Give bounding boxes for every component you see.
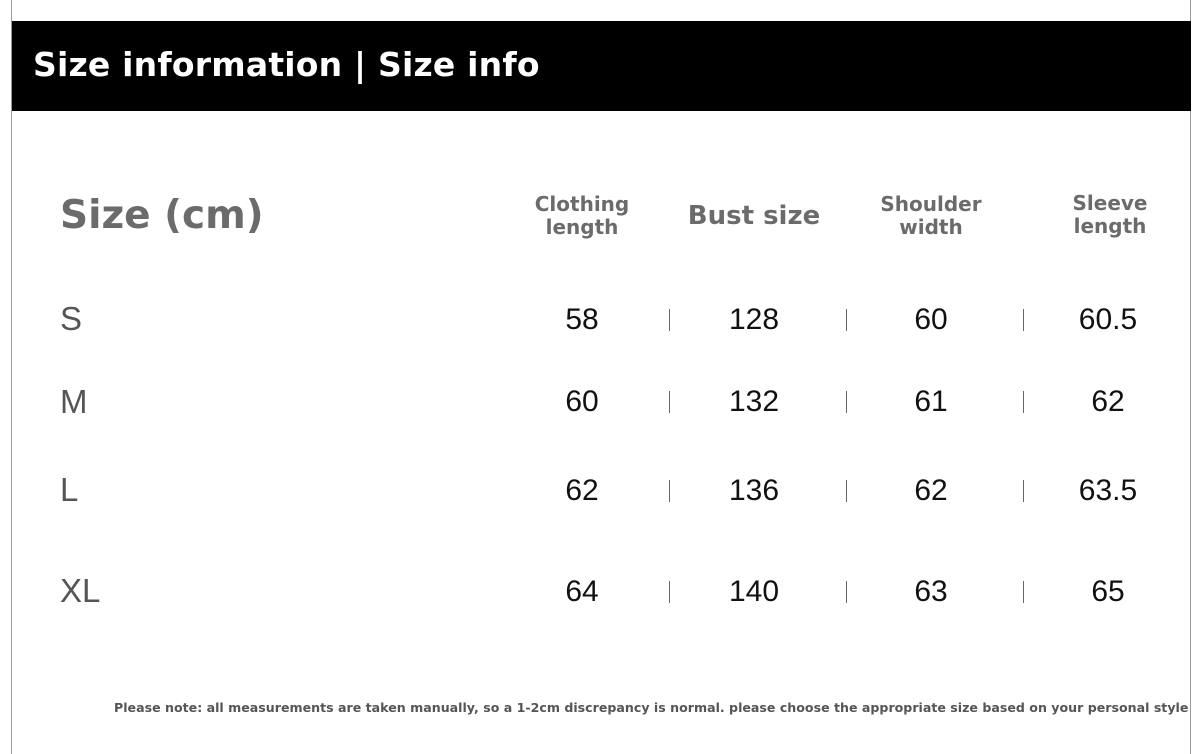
page-frame <box>11 0 1191 754</box>
column-header-bust-size: Bust size <box>687 201 821 231</box>
table-cell: 58 <box>565 303 599 336</box>
column-header-shoulder-width: Shoulder width <box>880 192 982 239</box>
header-title: Size information | Size info <box>33 45 540 84</box>
table-cell: 62 <box>1091 385 1125 418</box>
table-cell: 60 <box>914 303 948 336</box>
table-cell: 136 <box>728 474 780 507</box>
table-cell: 60.5 <box>1078 303 1138 336</box>
column-divider <box>669 309 670 331</box>
table-cell: 140 <box>728 575 780 608</box>
table-cell: 62 <box>914 474 948 507</box>
column-divider <box>846 581 847 603</box>
column-divider <box>1023 391 1024 413</box>
column-divider <box>846 391 847 413</box>
column-divider <box>1023 309 1024 331</box>
row-size-label: S <box>60 300 83 337</box>
table-cell: 63 <box>914 575 948 608</box>
table-cell: 65 <box>1091 575 1125 608</box>
measurement-note: Please note: all measurements are taken manually, so a 1-2cm discrepancy is normal. please choose the appropriate size based on your personal style <box>114 700 1189 715</box>
column-divider <box>1023 581 1024 603</box>
header-bar <box>12 21 1191 111</box>
table-cell: 132 <box>728 385 780 418</box>
table-cell: 63.5 <box>1078 474 1138 507</box>
table-cell: 62 <box>565 474 599 507</box>
table-cell: 128 <box>728 303 780 336</box>
column-divider <box>669 581 670 603</box>
table-cell: 60 <box>565 385 599 418</box>
row-size-label: XL <box>60 572 101 609</box>
table-cell: 61 <box>914 385 948 418</box>
column-divider <box>669 391 670 413</box>
column-header-sleeve-length: Sleeve length <box>1072 191 1148 238</box>
column-divider <box>846 480 847 502</box>
row-size-label: M <box>60 383 88 420</box>
column-divider <box>1023 480 1024 502</box>
column-divider <box>846 309 847 331</box>
row-size-label: L <box>60 471 79 508</box>
column-divider <box>669 480 670 502</box>
column-header-clothing-length: Clothing length <box>534 192 630 239</box>
size-unit-label: Size (cm) <box>60 193 264 238</box>
table-cell: 64 <box>565 575 599 608</box>
